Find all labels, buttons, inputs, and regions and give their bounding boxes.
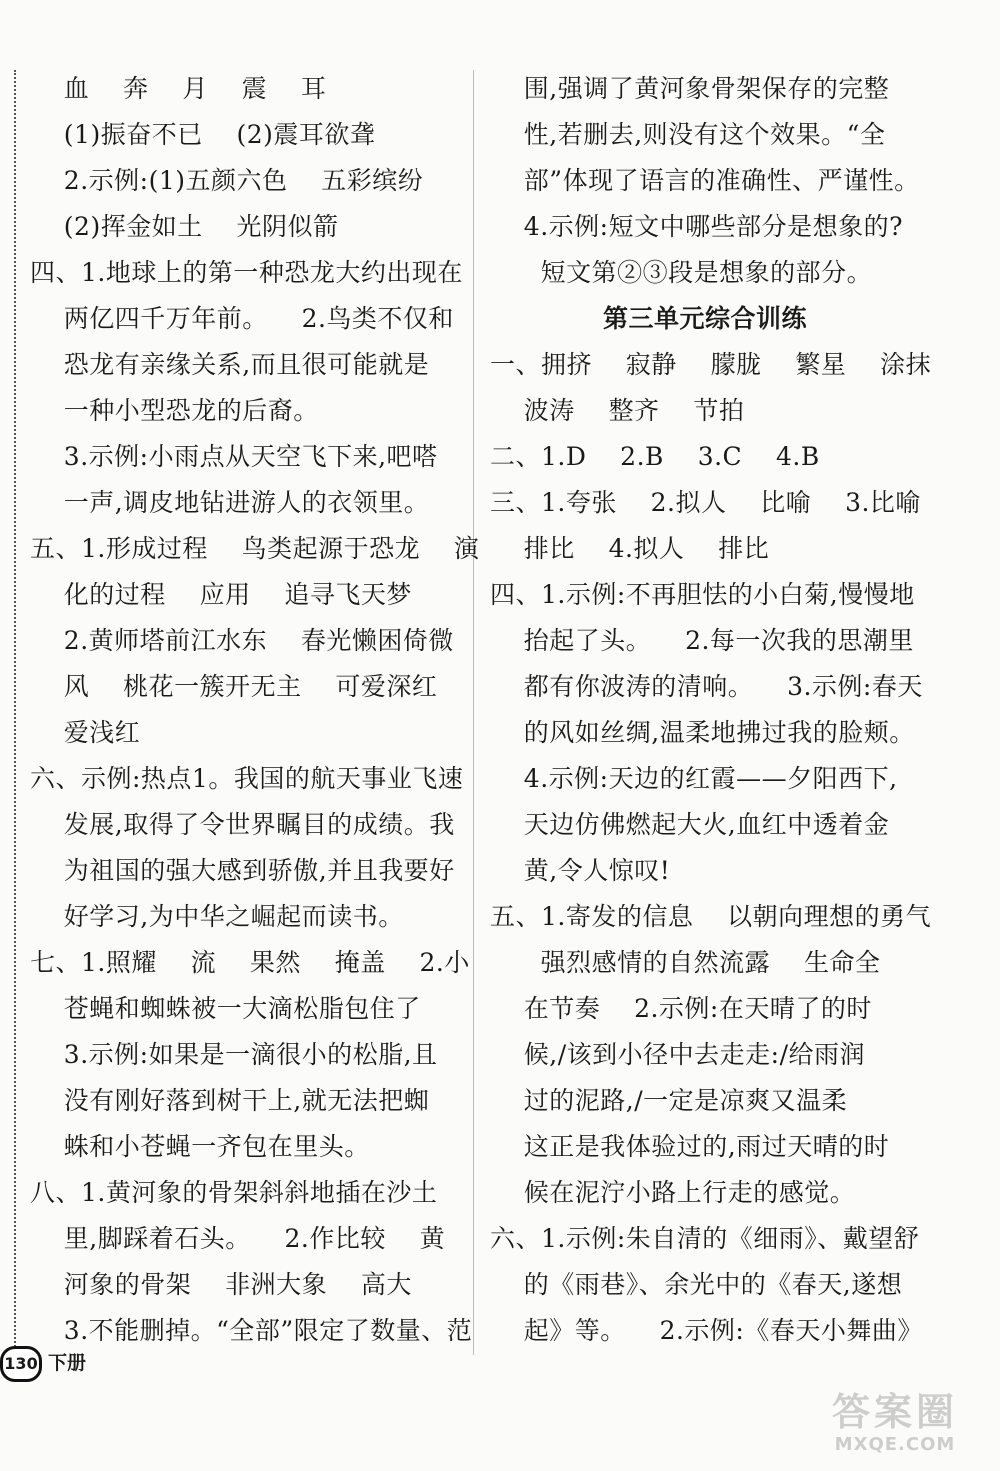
text-line bbox=[490, 1032, 920, 1078]
text-line bbox=[490, 158, 920, 204]
text-line bbox=[30, 664, 460, 710]
text-line-content: 在节奏 2.示例:在天晴了的时 bbox=[490, 994, 872, 1023]
text-line bbox=[30, 1170, 460, 1216]
text-line bbox=[490, 572, 920, 618]
text-line bbox=[30, 158, 460, 204]
text-line-content: 2.示例:(1)五颜六色 五彩缤纷 bbox=[30, 166, 424, 195]
text-line-content: 3.示例:如果是一滴很小的松脂,且 bbox=[30, 1040, 438, 1069]
text-line-content: 二、1.D 2.B 3.C 4.B bbox=[490, 442, 820, 471]
text-line bbox=[490, 204, 920, 250]
text-line bbox=[30, 1078, 460, 1124]
text-line-content: 六、示例:热点1。我国的航天事业飞速 bbox=[30, 764, 464, 793]
text-line bbox=[30, 894, 460, 940]
text-line bbox=[490, 250, 920, 296]
text-line bbox=[30, 112, 460, 158]
text-line bbox=[30, 618, 460, 664]
text-line bbox=[30, 710, 460, 756]
text-line bbox=[30, 848, 460, 894]
text-line bbox=[30, 986, 460, 1032]
text-line-content: 候在泥泞小路上行走的感觉。 bbox=[490, 1178, 856, 1207]
text-line-content: 风 桃花一簇开无主 可爱深红 bbox=[30, 672, 438, 701]
text-line bbox=[490, 1170, 920, 1216]
text-line-content: 一、拥挤 寂静 朦胧 繁星 涂抹 bbox=[490, 350, 932, 379]
text-line-content: 七、1.照耀 流 果然 掩盖 2.小 bbox=[30, 948, 470, 977]
text-line-content: 苍蝇和蜘蛛被一大滴松脂包住了 bbox=[30, 994, 421, 1023]
right-column-bottom bbox=[490, 342, 932, 1354]
text-line-content: 黄,令人惊叹! bbox=[490, 856, 671, 885]
text-line bbox=[30, 342, 460, 388]
text-line bbox=[490, 526, 920, 572]
watermark-main: 答案圈 bbox=[831, 1390, 958, 1434]
text-line bbox=[490, 894, 932, 940]
text-line bbox=[30, 1032, 460, 1078]
right-column bbox=[490, 66, 932, 1354]
text-line-content: 排比 4.拟人 排比 bbox=[490, 534, 770, 563]
text-line-content: 六、1.示例:朱自清的《细雨》、戴望舒 bbox=[490, 1224, 920, 1253]
text-line-content: 四、1.地球上的第一种恐龙大约出现在 bbox=[30, 258, 463, 287]
text-line bbox=[30, 526, 480, 572]
watermark-url: MXQE.COM bbox=[834, 1434, 956, 1455]
text-line-content: 天边仿佛燃起大火,血红中透着金 bbox=[490, 810, 890, 839]
text-line bbox=[490, 802, 920, 848]
text-line bbox=[490, 618, 920, 664]
text-line-content: 河象的骨架 非洲大象 高大 bbox=[30, 1270, 412, 1299]
text-line bbox=[30, 296, 460, 342]
text-line-content: 里,脚踩着石头。 2.作比较 黄 bbox=[30, 1224, 446, 1253]
text-line-content: 强烈感情的自然流露 生命全 bbox=[490, 948, 881, 977]
text-line bbox=[30, 1308, 473, 1354]
text-line-content: 这正是我体验过的,雨过天晴的时 bbox=[490, 1132, 890, 1161]
text-line bbox=[30, 204, 460, 250]
page-number-badge: 130 bbox=[0, 1346, 42, 1382]
text-line-content: 蛛和小苍蝇一齐包在里头。 bbox=[30, 1132, 370, 1161]
text-line bbox=[30, 940, 470, 986]
section-title: 第三单元综合训练 bbox=[602, 304, 807, 333]
text-line-content: 两亿四千万年前。 2.鸟类不仅和 bbox=[30, 304, 454, 333]
text-line bbox=[30, 480, 460, 526]
text-line bbox=[30, 66, 460, 112]
text-line-content: 的风如丝绸,温柔地拂过我的脸颊。 bbox=[490, 718, 915, 747]
text-line bbox=[490, 388, 920, 434]
text-line bbox=[490, 664, 923, 710]
text-line-content: 都有你波涛的清响。 3.示例:春天 bbox=[490, 672, 923, 701]
text-line-content: 一种小型恐龙的后裔。 bbox=[30, 396, 319, 425]
text-line-content: 八、1.黄河象的骨架斜斜地插在沙土 bbox=[30, 1178, 438, 1207]
text-line-content: 部”体现了语言的准确性、严谨性。 bbox=[490, 166, 920, 195]
text-line bbox=[490, 1216, 920, 1262]
text-line-content: 发展,取得了令世界瞩目的成绩。我 bbox=[30, 810, 455, 839]
text-line-content: 好学习,为中华之崛起而读书。 bbox=[30, 902, 404, 931]
text-line bbox=[490, 710, 920, 756]
text-line-content: 4.示例:短文中哪些部分是想象的? bbox=[490, 212, 903, 241]
text-line-content: 2.黄师塔前江水东 春光懒困倚微 bbox=[30, 626, 454, 655]
text-line-content: 三、1.夸张 2.拟人 比喻 3.比喻 bbox=[490, 488, 921, 517]
text-line-content: 3.不能删掉。“全部”限定了数量、范 bbox=[30, 1316, 473, 1345]
text-line bbox=[30, 434, 460, 480]
text-line bbox=[490, 342, 932, 388]
column-divider bbox=[473, 70, 474, 1355]
text-line-content: 候,/该到小径中去走走:/给雨润 bbox=[490, 1040, 866, 1069]
text-line bbox=[490, 1124, 920, 1170]
text-line-content: 4.示例:天边的红霞——夕阳西下, bbox=[490, 764, 898, 793]
text-line-content: 围,强调了黄河象骨架保存的完整 bbox=[490, 74, 890, 103]
text-line-content: 性,若删去,则没有这个效果。“全 bbox=[490, 120, 886, 149]
left-dotted-margin bbox=[14, 70, 16, 1355]
text-line bbox=[490, 756, 920, 802]
text-line-content: 五、1.形成过程 鸟类起源于恐龙 演 bbox=[30, 534, 480, 563]
text-line bbox=[490, 940, 920, 986]
text-line-content: 四、1.示例:不再胆怯的小白菊,慢慢地 bbox=[490, 580, 915, 609]
text-line-content: 起》等。 2.示例:《春天小舞曲》 bbox=[490, 1316, 923, 1345]
text-line-content: 血 奔 月 震 耳 bbox=[30, 74, 327, 103]
text-line bbox=[490, 986, 920, 1032]
text-line bbox=[490, 1308, 923, 1354]
text-line bbox=[490, 1078, 920, 1124]
text-line bbox=[490, 848, 920, 894]
text-line-content: (2)挥金如土 光阴似箭 bbox=[30, 212, 339, 241]
text-line bbox=[30, 1262, 460, 1308]
volume-label: 下册 bbox=[48, 1352, 87, 1374]
left-column bbox=[30, 66, 480, 1354]
text-line bbox=[30, 1124, 460, 1170]
text-line-content: 五、1.寄发的信息 以朝向理想的勇气 bbox=[490, 902, 932, 931]
text-line bbox=[490, 434, 920, 480]
text-line bbox=[490, 112, 920, 158]
text-line-content: 化的过程 应用 追寻飞天梦 bbox=[30, 580, 412, 609]
text-line bbox=[30, 802, 460, 848]
text-line-content: 为祖国的强大感到骄傲,并且我要好 bbox=[30, 856, 455, 885]
text-line-content: 恐龙有亲缘关系,而且很可能就是 bbox=[30, 350, 430, 379]
watermark-logo bbox=[800, 1390, 990, 1465]
right-column-top bbox=[490, 66, 920, 296]
text-line-content: 波涛 整齐 节拍 bbox=[490, 396, 745, 425]
text-line-content: 一声,调皮地钻进游人的衣领里。 bbox=[30, 488, 430, 517]
text-line-content: 抬起了头。 2.每一次我的思潮里 bbox=[490, 626, 914, 655]
text-line bbox=[490, 480, 920, 526]
text-line bbox=[30, 1216, 460, 1262]
text-line-content: 没有刚好落到树干上,就无法把蜘 bbox=[30, 1086, 430, 1115]
text-line-content: 3.示例:小雨点从天空飞下来,吧嗒 bbox=[30, 442, 438, 471]
text-line-content: 爱浅红 bbox=[30, 718, 141, 747]
text-line bbox=[30, 756, 464, 802]
text-line-content: 的《雨巷》、余光中的《春天,遂想 bbox=[490, 1270, 903, 1299]
text-line bbox=[30, 572, 460, 618]
text-line bbox=[30, 388, 460, 434]
text-line-content: 过的泥路,/一定是凉爽又温柔 bbox=[490, 1086, 848, 1115]
text-line-content: (1)振奋不已 (2)震耳欲聋 bbox=[30, 120, 376, 149]
text-line bbox=[490, 66, 920, 112]
text-line bbox=[490, 1262, 920, 1308]
text-line-content: 短文第②③段是想象的部分。 bbox=[490, 258, 873, 287]
text-line bbox=[30, 250, 463, 296]
